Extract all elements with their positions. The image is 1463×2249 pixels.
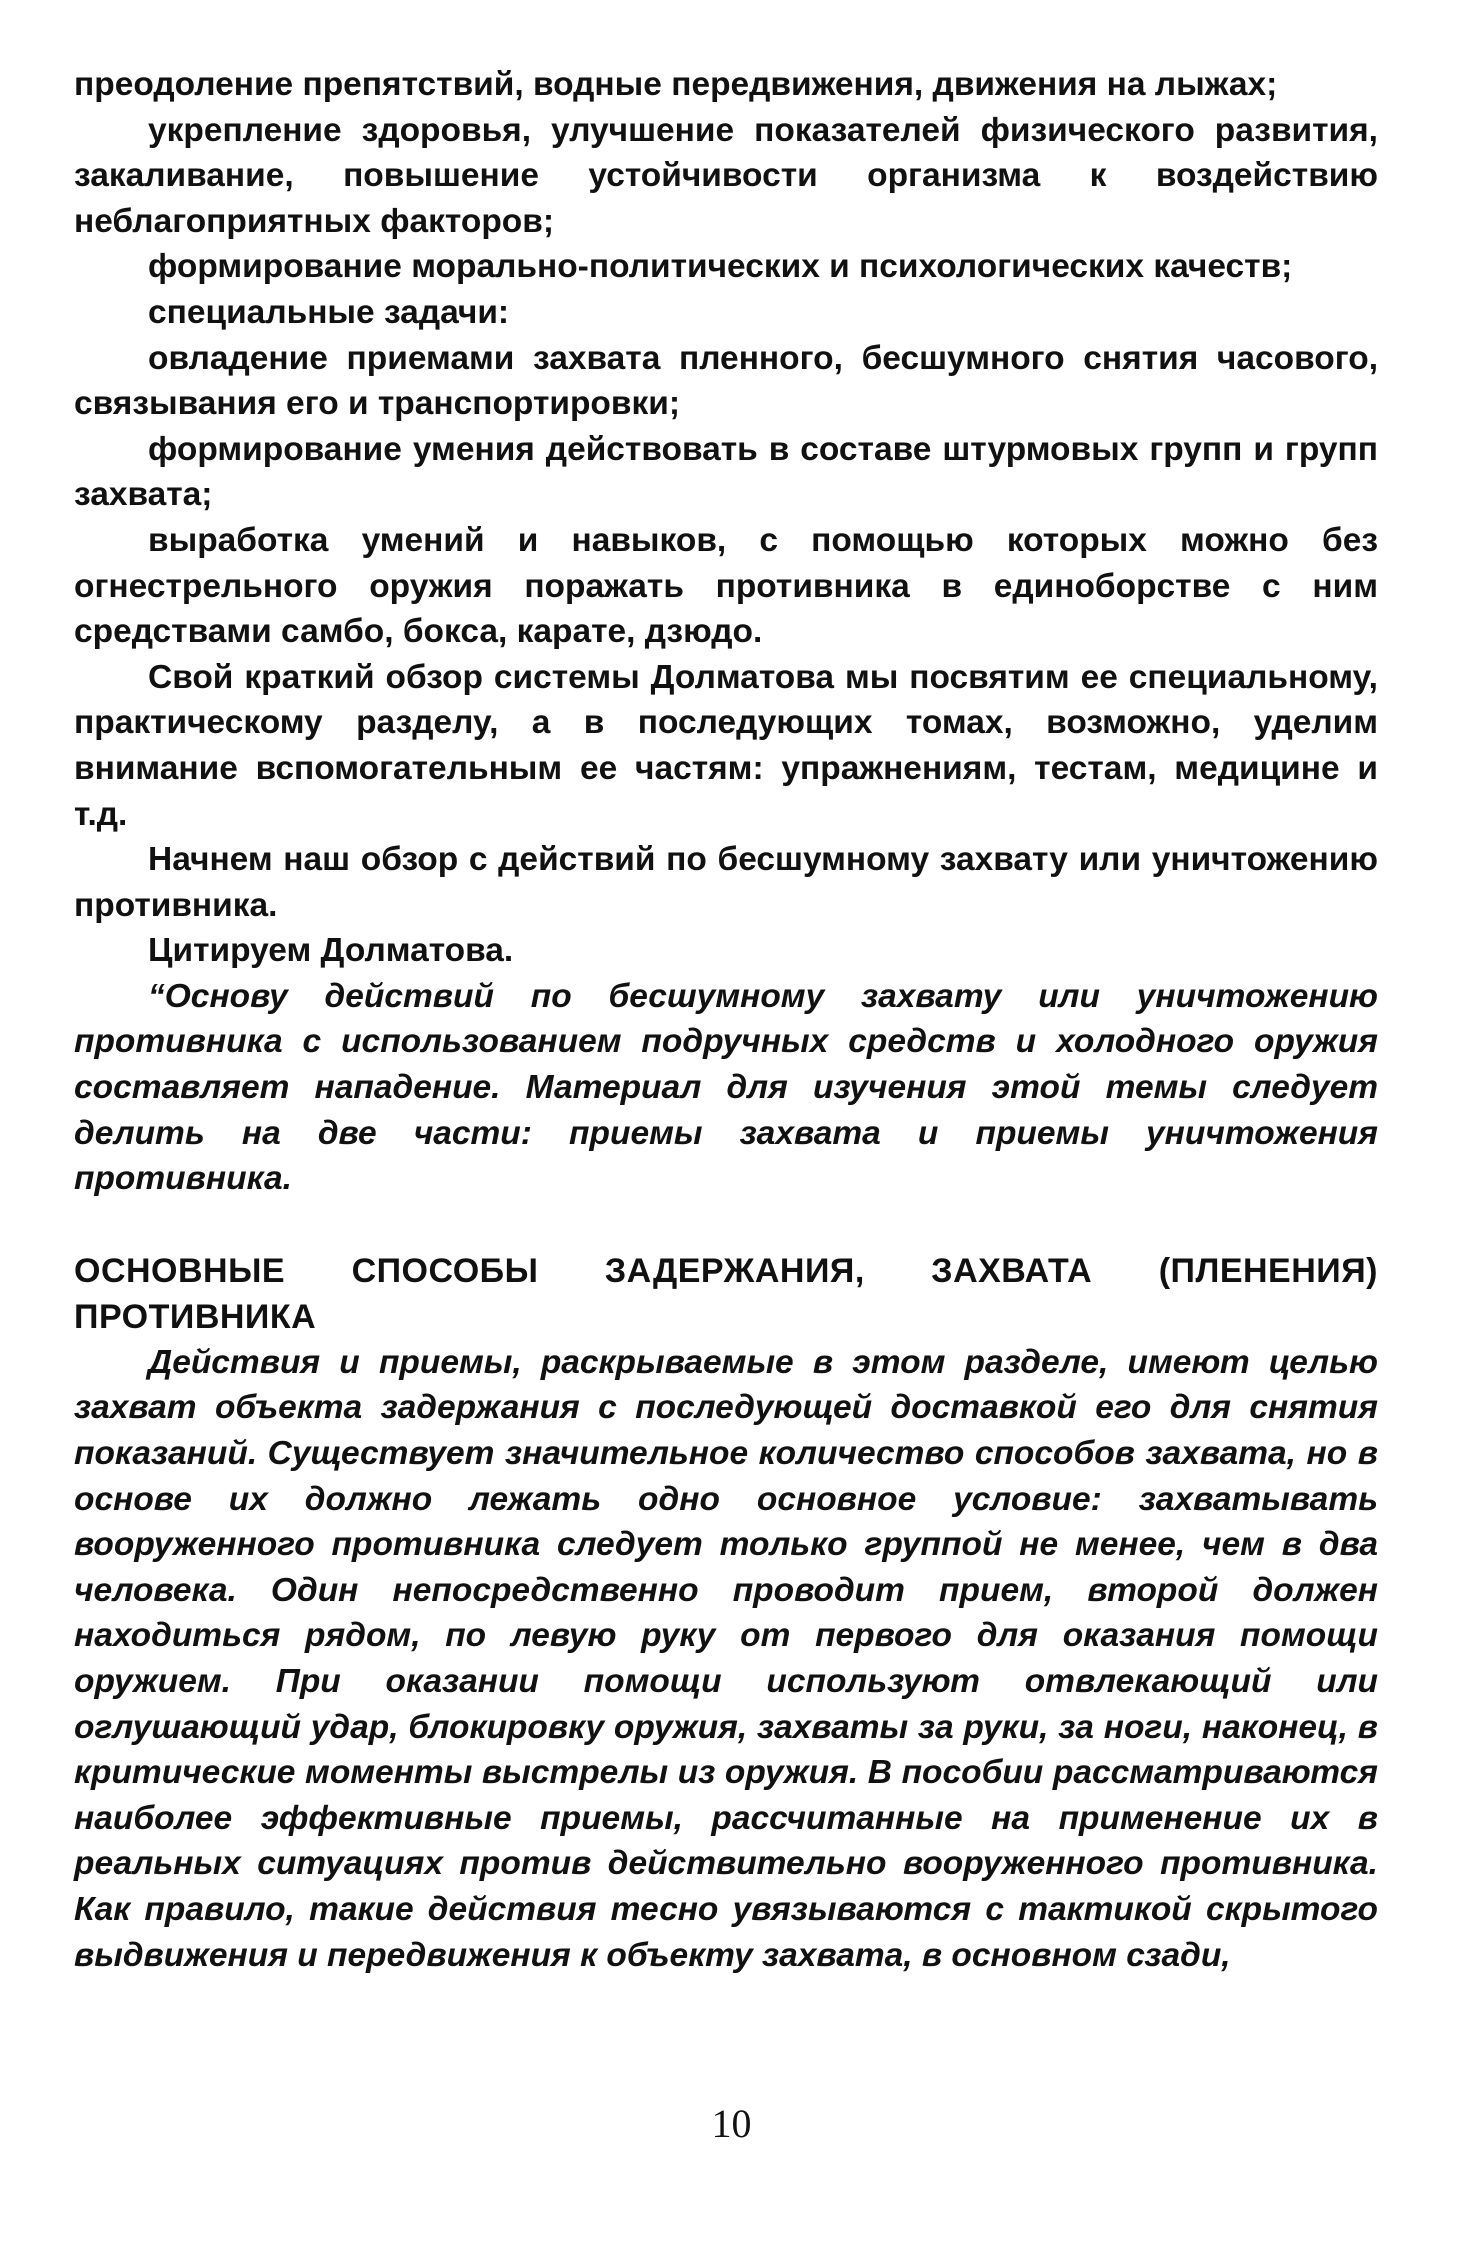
paragraph: Цитируем Долматова. (148, 932, 514, 970)
paragraph: выработка умений и навыков, с помощью которых можно без огнестрельного оружия поражать противника в единоборстве с ним средствами самбо, бокса, карате, дзюдо. (74, 521, 1378, 651)
paragraph: укрепление здоровья, улучшение показателей физического развития, закаливание, повышение устойчивости организма к воздействию неблагоприятных факторов; (74, 111, 1378, 240)
page-number: 10 (711, 2101, 752, 2146)
section-heading: ОСНОВНЫЕ СПОСОБЫ ЗАДЕРЖАНИЯ, ЗАХВАТА (ПЛЕНЕНИЯ) ПРОТИВНИКА (74, 1251, 1378, 1336)
page-text (74, 62, 1378, 1978)
paragraph: овладение приемами захвата пленного, бесшумного снятия часового, связывания его и транспортировки; (74, 339, 1378, 423)
section-body-paragraph: Действия и приемы, раскрываемые в этом разделе, имеют целью захват объекта задержания с последующей доставкой его для снятия показаний. Существует значительное количество способов захвата, но в основе их должно лежать одно основное условие: захватывать вооруженного противника следует только группой не менее, чем в два человека. Один непосредственно проводит прием, второй должен находиться рядом, по левую руку от первого для оказания помощи оружием. При оказании помощи используют отвлекающий или оглушающий удар, блокировку оружия, захваты за руки, за ноги, наконец, в критические моменты выстрелы из оружия. В пособии рассматриваются наиболее эффективные приемы, рассчитанные на применение их в реальных ситуациях против действительно вооруженного противника. Как правило, такие действия тесно увязываются с тактикой скрытого выдвижения и передвижения к объекту захвата, в основном сзади, (74, 1343, 1378, 1974)
quote-paragraph: “Основу действий по бесшумному захвату или уничтожению противника с использованием подручных средств и холодного оружия составляет нападение. Материал для изучения этой темы следует делить на две части: приемы захвата и приемы уничтожения противника. (74, 977, 1378, 1198)
paragraph: преодоление препятствий, водные передвижения, движения на лыжах; (74, 66, 1278, 103)
paragraph: специальные задачи: (148, 293, 510, 331)
paragraph: Начнем наш обзор с действий по бесшумному захвату или уничтожению противника. (74, 841, 1378, 924)
paragraph: формирование морально-политических и психологических качеств; (148, 248, 1293, 286)
paragraph: Свой краткий обзор системы Долматова мы посвятим ее специальному, практическому разделу, а в последующих томах, возможно, уделим внимание вспомогательным ее частям: упражнениям, тестам, медицине и т.д. (74, 658, 1378, 833)
paragraph: формирование умения действовать в составе штурмовых групп и групп захвата; (74, 430, 1378, 514)
